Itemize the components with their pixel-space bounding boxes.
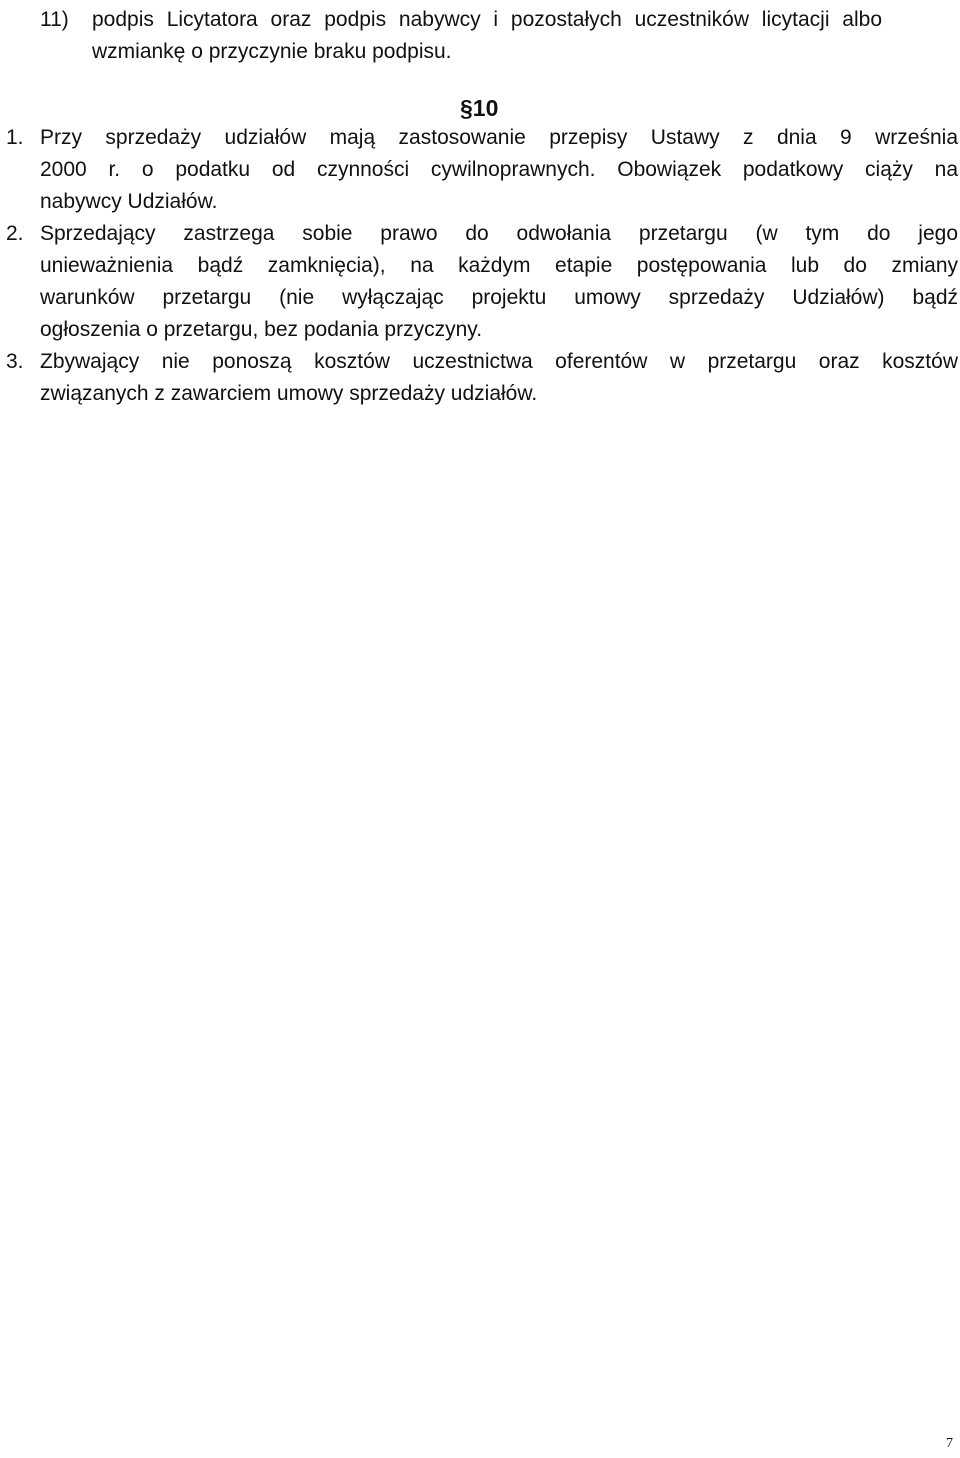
list-item-number: 2. bbox=[6, 222, 24, 245]
text-line: unieważnienia bądź zamknięcia), na każdym etapie postępowania lub do zmiany bbox=[40, 254, 958, 277]
text-line: związanych z zawarciem umowy sprzedaży udziałów. bbox=[40, 382, 538, 405]
list-item-number: 11) bbox=[40, 8, 69, 31]
list-item-3 bbox=[6, 346, 960, 410]
text-line: Sprzedający zastrzega sobie prawo do odwołania przetargu (w tym do jego bbox=[40, 222, 958, 245]
text-line: Przy sprzedaży udziałów mają zastosowanie przepisy Ustawy z dnia 9 września bbox=[40, 126, 958, 149]
list-item-number: 3. bbox=[6, 350, 24, 373]
list-item-text bbox=[40, 218, 958, 346]
text-line: wzmiankę o przyczynie braku podpisu. bbox=[92, 40, 452, 63]
text-line: ogłoszenia o przetargu, bez podania przyczyny. bbox=[40, 318, 483, 341]
text-line: nabywcy Udziałów. bbox=[40, 190, 218, 213]
page-number: 7 bbox=[946, 1436, 953, 1451]
list-item-1 bbox=[6, 122, 960, 218]
list-item-number: 1. bbox=[6, 126, 24, 149]
text-line: Zbywający nie ponoszą kosztów uczestnictwa oferentów w przetargu oraz kosztów bbox=[40, 350, 958, 373]
list-item-text bbox=[40, 122, 958, 218]
list-item-text bbox=[92, 4, 882, 68]
list-item-2 bbox=[6, 218, 960, 346]
list-item-text bbox=[40, 346, 958, 410]
list-item-11 bbox=[40, 4, 920, 68]
section-heading: §10 bbox=[460, 95, 499, 121]
text-line: 2000 r. o podatku od czynności cywilnoprawnych. Obowiązek podatkowy ciąży na bbox=[40, 158, 958, 181]
text-line: warunków przetargu (nie wyłączając projektu umowy sprzedaży Udziałów) bądź bbox=[40, 286, 958, 309]
text-line: podpis Licytatora oraz podpis nabywcy i pozostałych uczestników licytacji albo bbox=[92, 8, 882, 31]
